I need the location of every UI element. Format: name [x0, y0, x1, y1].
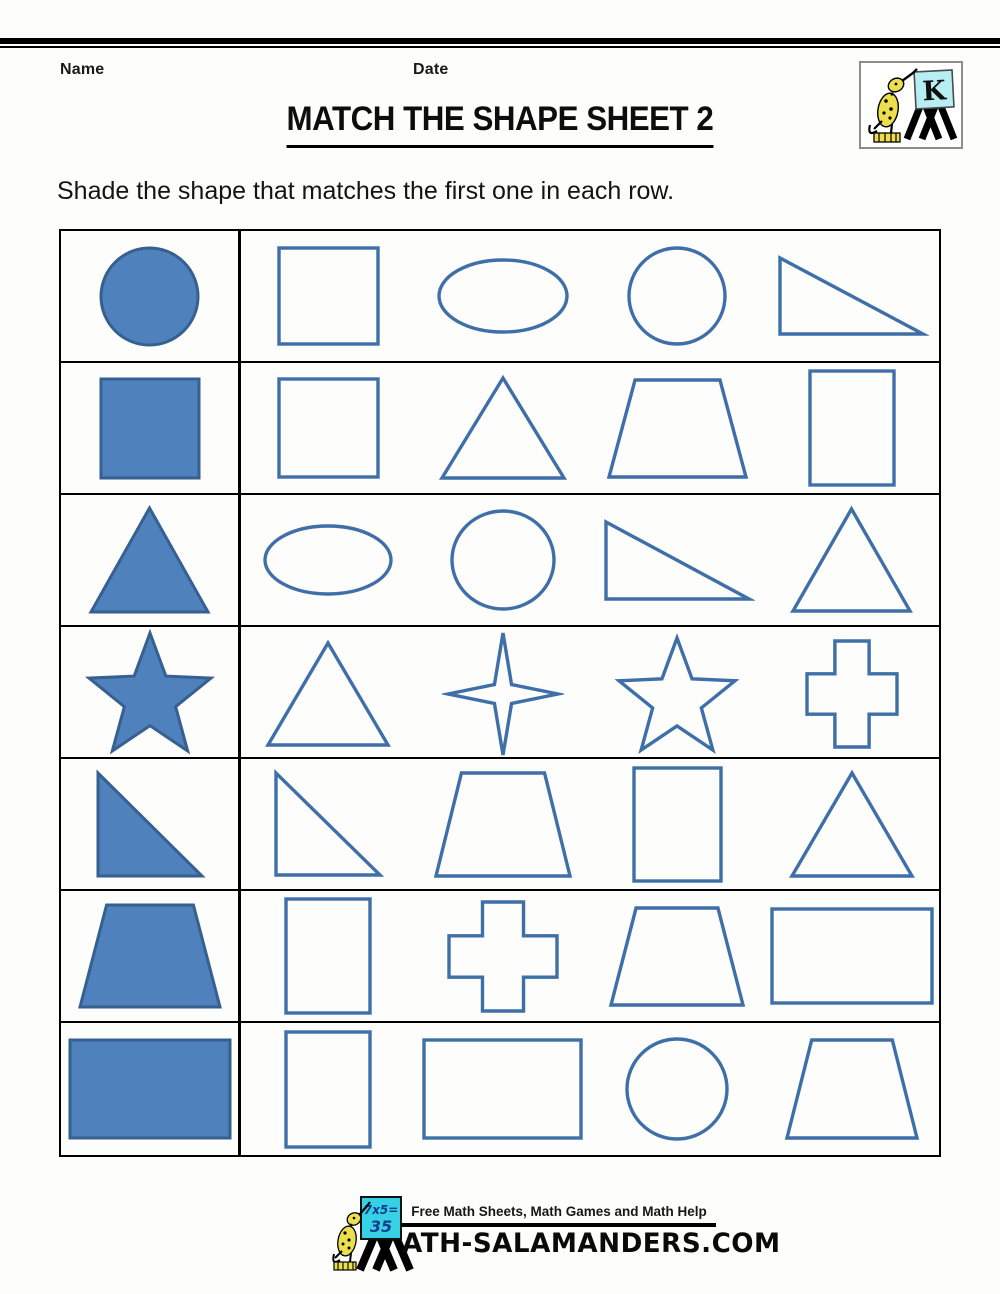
- math-salamanders-k-logo: [859, 61, 963, 149]
- table-row: [61, 891, 939, 1023]
- outline-triangle-shape: [787, 503, 916, 617]
- top-double-rule: [0, 38, 1000, 48]
- option-shape-rect-wide[interactable]: [418, 1034, 587, 1144]
- option-shape-cross[interactable]: [443, 896, 563, 1017]
- target-shape-triangle: [61, 495, 241, 625]
- filled-right-triangle-shape: [92, 767, 208, 882]
- option-shape-rect-tall[interactable]: [280, 893, 376, 1019]
- footer-tagline: Free Math Sheets, Math Games and Math Help: [411, 1204, 707, 1219]
- outline-circle-shape: [623, 242, 731, 350]
- filled-trapezoid-shape: [74, 899, 226, 1013]
- option-shape-right-triangle[interactable]: [270, 767, 386, 881]
- k-letter: K: [921, 75, 947, 108]
- footer-rule: [402, 1223, 716, 1227]
- option-shape-square[interactable]: [273, 373, 384, 483]
- shapes-table: [59, 229, 941, 1157]
- target-shape-circle: [61, 231, 241, 361]
- outline-ellipse-shape: [433, 254, 573, 338]
- outline-rect-tall-shape: [804, 365, 900, 491]
- option-shape-triangle[interactable]: [436, 372, 570, 484]
- option-shape-rect-tall[interactable]: [804, 365, 900, 491]
- rule-thick: [0, 38, 1000, 44]
- board-answer: 35: [369, 1217, 393, 1236]
- option-shape-right-triangle[interactable]: [774, 252, 929, 340]
- outline-trapezoid-shape: [603, 374, 752, 483]
- option-shape-rect-tall[interactable]: [628, 762, 727, 887]
- board-equation: 7x5=: [363, 1203, 399, 1217]
- filled-star5-shape: [83, 627, 217, 757]
- target-shape-right-triangle: [61, 759, 241, 889]
- outline-triangle-shape: [786, 767, 918, 882]
- option-shape-square[interactable]: [273, 242, 384, 350]
- target-shape-star5: [61, 627, 241, 757]
- outline-triangle-shape: [436, 372, 570, 484]
- option-shape-star5[interactable]: [613, 632, 741, 756]
- table-row: [61, 363, 939, 495]
- outline-trapezoid-shape: [605, 902, 749, 1011]
- rule-thin: [0, 46, 1000, 48]
- outline-right-triangle-shape: [600, 516, 755, 605]
- options-cell: [241, 231, 939, 361]
- target-shape-trapezoid: [61, 891, 241, 1021]
- filled-circle-shape: [95, 242, 204, 351]
- outline-ellipse-shape: [259, 520, 397, 600]
- name-label: Name: [60, 61, 105, 78]
- table-row: [61, 627, 939, 759]
- page-title: MATCH THE SHAPE SHEET 2: [287, 100, 714, 148]
- option-shape-ellipse[interactable]: [433, 254, 573, 338]
- option-shape-circle[interactable]: [446, 505, 560, 615]
- options-cell: [241, 627, 939, 757]
- table-row: [61, 1023, 939, 1155]
- options-cell: [241, 1023, 939, 1155]
- k-board: [914, 70, 954, 109]
- title-wrap: [0, 100, 1000, 148]
- options-cell: [241, 495, 939, 625]
- outline-rect-tall-shape: [280, 1026, 376, 1153]
- option-shape-right-triangle[interactable]: [600, 516, 755, 605]
- outline-star4-shape: [442, 627, 564, 761]
- table-row: [61, 495, 939, 627]
- option-shape-triangle[interactable]: [262, 637, 394, 751]
- option-shape-trapezoid[interactable]: [603, 374, 752, 483]
- outline-cross-shape: [443, 896, 563, 1017]
- target-shape-square: [61, 363, 241, 493]
- outline-triangle-shape: [262, 637, 394, 751]
- target-shape-rect-wide: [61, 1023, 241, 1155]
- outline-star5-shape: [613, 632, 741, 756]
- option-shape-trapezoid[interactable]: [605, 902, 749, 1011]
- filled-rect-wide-shape: [64, 1034, 236, 1144]
- option-shape-rect-tall[interactable]: [280, 1026, 376, 1153]
- filled-square-shape: [95, 373, 205, 484]
- filled-triangle-shape: [85, 502, 214, 618]
- options-cell: [241, 891, 939, 1021]
- option-shape-ellipse[interactable]: [259, 520, 397, 600]
- outline-circle-shape: [621, 1033, 733, 1145]
- outline-trapezoid-shape: [430, 767, 576, 882]
- option-shape-rect-wide[interactable]: [766, 903, 938, 1009]
- option-shape-trapezoid[interactable]: [781, 1034, 923, 1144]
- outline-square-shape: [273, 242, 384, 350]
- options-cell: [241, 363, 939, 493]
- outline-trapezoid-shape: [781, 1034, 923, 1144]
- outline-right-triangle-shape: [270, 767, 386, 881]
- outline-right-triangle-shape: [774, 252, 929, 340]
- table-row: [61, 759, 939, 891]
- table-row: [61, 231, 939, 363]
- k-logo-graphic: [861, 63, 961, 147]
- outline-rect-tall-shape: [280, 893, 376, 1019]
- date-label: Date: [413, 61, 449, 78]
- option-shape-cross[interactable]: [801, 635, 903, 753]
- option-shape-triangle[interactable]: [786, 767, 918, 882]
- outline-cross-shape: [801, 635, 903, 753]
- outline-rect-wide-shape: [766, 903, 938, 1009]
- footer: [328, 1196, 781, 1276]
- option-shape-circle[interactable]: [621, 1033, 733, 1145]
- site-name: ATH-SALAMANDERS.COM: [402, 1227, 781, 1259]
- options-cell: [241, 759, 939, 889]
- option-shape-circle[interactable]: [623, 242, 731, 350]
- outline-rect-wide-shape: [418, 1034, 587, 1144]
- footer-board: [361, 1197, 401, 1239]
- instruction-text: Shade the shape that matches the first one in each row.: [57, 177, 675, 205]
- option-shape-trapezoid[interactable]: [430, 767, 576, 882]
- outline-square-shape: [273, 373, 384, 483]
- outline-circle-shape: [446, 505, 560, 615]
- option-shape-triangle[interactable]: [787, 503, 916, 617]
- footer-text: [402, 1204, 781, 1259]
- outline-rect-tall-shape: [628, 762, 727, 887]
- option-shape-star4[interactable]: [442, 627, 564, 761]
